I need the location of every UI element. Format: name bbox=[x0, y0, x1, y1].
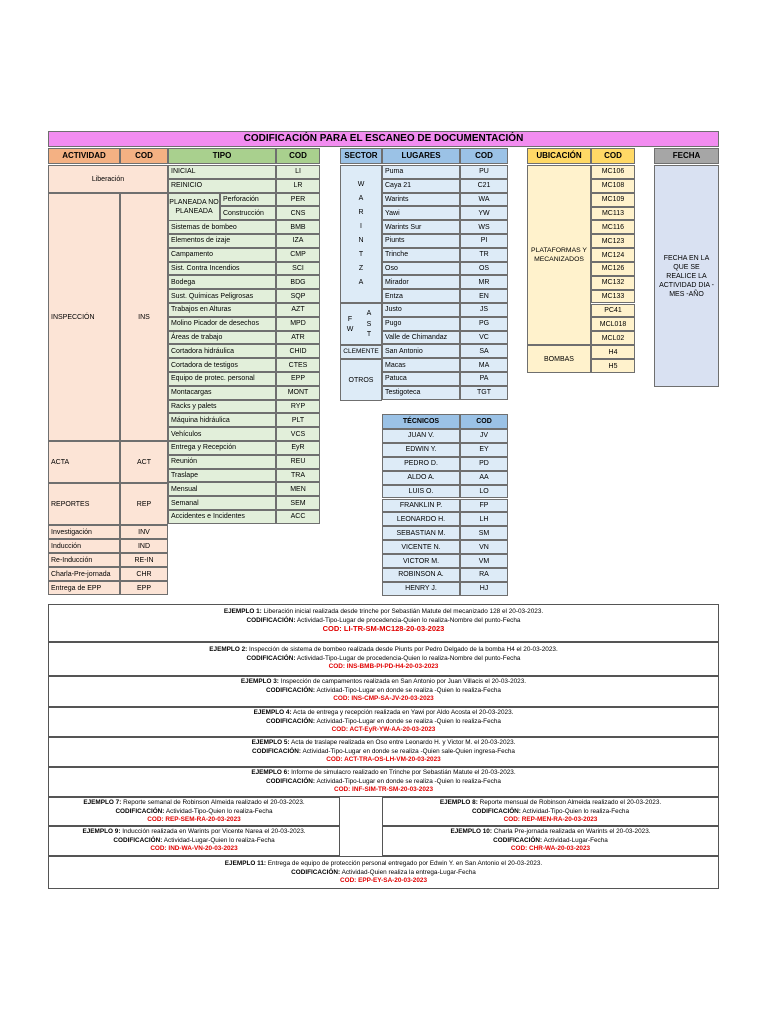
example-code: COD: ACT-EyR-YW-AA-20-03-2023 bbox=[331, 726, 436, 733]
codificacion-text: Actividad-Tipo-Quien lo realiza-Fecha bbox=[520, 807, 630, 815]
example-label: EJEMPLO 7: bbox=[83, 799, 122, 806]
page-title: CODIFICACIÓN PARA EL ESCANEO DE DOCUMENTACIÓN bbox=[48, 131, 719, 147]
sector-letter: A bbox=[358, 279, 364, 286]
plataformas-label: PLATAFORMAS Y MECANIZADOS bbox=[527, 165, 591, 345]
lugar-name: Oso bbox=[382, 262, 460, 276]
actividad-cod: CHR bbox=[120, 567, 168, 581]
header-cod-tipo: COD bbox=[276, 148, 320, 164]
tecnico-name: EDWIN Y. bbox=[382, 443, 460, 457]
tecnico-cod: VN bbox=[460, 540, 508, 554]
tecnico-name: HENRY J. bbox=[382, 582, 460, 596]
tecnico-name: PEDRO D. bbox=[382, 457, 460, 471]
plataforma-cod: MC106 bbox=[591, 165, 635, 179]
actividad-name: Re-Inducción bbox=[48, 553, 120, 567]
codificacion-text: Actividad-Tipo-Quien lo realiza-Fecha bbox=[164, 807, 273, 815]
actividad-reportes-cod: REP bbox=[120, 483, 168, 525]
tipo-cod: RYP bbox=[276, 400, 320, 414]
header-cod-ubicacion: COD bbox=[591, 148, 635, 164]
actividad-inspeccion-cod: INS bbox=[120, 193, 168, 441]
tipo-cod: PER bbox=[276, 193, 320, 207]
example-box bbox=[48, 856, 719, 889]
tipo-cod: ACC bbox=[276, 510, 320, 524]
tipo-cod: ATR bbox=[276, 331, 320, 345]
lugar-name: Warints Sur bbox=[382, 220, 460, 234]
plataforma-cod: MC132 bbox=[591, 276, 635, 290]
tipo-name: REINICIO bbox=[168, 179, 276, 193]
tecnico-cod: FP bbox=[460, 499, 508, 513]
lugar-cod: YW bbox=[460, 206, 508, 220]
lugar-name: Patuca bbox=[382, 372, 460, 386]
lugar-name: Entza bbox=[382, 289, 460, 303]
example-box bbox=[48, 737, 719, 767]
tipo-cod: PLT bbox=[276, 413, 320, 427]
lugar-name: Valle de Chimandaz bbox=[382, 331, 460, 345]
tecnico-name: LUIS O. bbox=[382, 485, 460, 499]
example-label: EJEMPLO 6: bbox=[251, 769, 290, 776]
actividad-name: Charla-Pre-jornada bbox=[48, 567, 120, 581]
sector-letter: F bbox=[347, 315, 353, 323]
plataforma-cod: MCL018 bbox=[591, 317, 635, 331]
tipo-name: INICIAL bbox=[168, 165, 276, 179]
plataforma-cod: MC133 bbox=[591, 290, 635, 304]
lugar-name: Warints bbox=[382, 193, 460, 207]
tipo-name: Campamento bbox=[168, 248, 276, 262]
sector-otros: OTROS bbox=[340, 359, 382, 401]
actividad-cod: EPP bbox=[120, 581, 168, 595]
codificacion-text: Actividad-Tipo-Lugar en donde se realiza -Quien lo realiza-Fecha bbox=[315, 717, 501, 725]
sector-letter: T bbox=[358, 251, 364, 258]
example-code: COD: LI-TR-SM-MC128-20-03-2023 bbox=[322, 624, 445, 633]
tipo-name: Mensual bbox=[168, 482, 276, 496]
actividad-name: Inducción bbox=[48, 539, 120, 553]
tipo-cod: BDG bbox=[276, 275, 320, 289]
codificacion-text: Actividad-Tipo-Lugar de procedencia-Quien lo realiza-Nombre del punto-Fecha bbox=[295, 654, 521, 662]
codificacion-label: CODIFICACIÓN: bbox=[246, 616, 296, 624]
sector-letter: N bbox=[358, 237, 364, 244]
tipo-cod: BMB bbox=[276, 220, 320, 234]
sector-letter: R bbox=[358, 209, 364, 216]
plataforma-cod: MC126 bbox=[591, 262, 635, 276]
tecnico-name: JUAN V. bbox=[382, 429, 460, 443]
sector-fw-ast bbox=[340, 303, 382, 345]
header-tecnicos: TÉCNICOS bbox=[382, 414, 460, 429]
example-description: Inspección de sistema de bombeo realizada desde Piunts por Pedro Delgado de la bomba H4 el 20-03-2023. bbox=[247, 646, 558, 653]
actividad-acta-cod: ACT bbox=[120, 441, 168, 483]
tecnico-name: LEONARDO H. bbox=[382, 512, 460, 526]
tipo-name: Vehículos bbox=[168, 427, 276, 441]
fecha-description: FECHA EN LA QUE SE REALICE LA ACTIVIDAD DIA - MES -AÑO bbox=[654, 165, 719, 387]
actividad-cod: RE-IN bbox=[120, 553, 168, 567]
tipo-name: Equipo de protec. personal bbox=[168, 372, 276, 386]
tecnico-cod: JV bbox=[460, 429, 508, 443]
actividad-cod: IND bbox=[120, 539, 168, 553]
example-description: Inducción realizada en Warints por Vicente Narea el 20-03-2023. bbox=[120, 828, 306, 835]
codificacion-text: Actividad-Lugar-Fecha bbox=[542, 836, 608, 844]
header-lugares: LUGARES bbox=[382, 148, 460, 164]
example-code: COD: INS-BMB-PI-PD-H4-20-03-2023 bbox=[328, 663, 439, 670]
codificacion-text: Actividad-Lugar-Quien lo realiza-Fecha bbox=[162, 836, 275, 844]
tipo-cod: LI bbox=[276, 165, 320, 179]
tipo-name: Accidentes e Incidentes bbox=[168, 510, 276, 524]
lugar-name: Mirador bbox=[382, 275, 460, 289]
example-code: COD: ACT-TRA-OS-LH-VM-20-03-2023 bbox=[326, 756, 441, 763]
plataforma-cod: MC123 bbox=[591, 234, 635, 248]
example-code: COD: EPP-EY-SA-20-03-2023 bbox=[339, 877, 428, 884]
example-label: EJEMPLO 2: bbox=[209, 646, 248, 653]
tipo-name: Sist. Contra Incendios bbox=[168, 262, 276, 276]
lugar-cod: MA bbox=[460, 358, 508, 372]
lugar-name: Justo bbox=[382, 303, 460, 317]
tipo-name: Racks y palets bbox=[168, 400, 276, 414]
tecnico-cod: AA bbox=[460, 471, 508, 485]
tipo-name: Montacargas bbox=[168, 386, 276, 400]
codificacion-label: CODIFICACIÓN: bbox=[471, 807, 521, 815]
lugar-name: Trinche bbox=[382, 248, 460, 262]
header-ubicacion: UBICACIÓN bbox=[527, 148, 591, 164]
header-cod-lugares: COD bbox=[460, 148, 508, 164]
example-label: EJEMPLO 10: bbox=[450, 828, 492, 835]
sector-letter: S bbox=[366, 320, 372, 328]
example-box bbox=[382, 797, 719, 826]
tipo-cod: SEM bbox=[276, 496, 320, 510]
example-description: Liberación inicial realizada desde trinche por Sebastián Matute del mecanizado 128 el 20-03-2023. bbox=[261, 608, 544, 615]
tecnico-cod: VM bbox=[460, 554, 508, 568]
tecnico-cod: PD bbox=[460, 457, 508, 471]
example-code: COD: REP-SEM-RA-20-03-2023 bbox=[147, 816, 241, 823]
tipo-name: Traslape bbox=[168, 469, 276, 483]
example-box bbox=[382, 826, 719, 856]
header-cod-actividad: COD bbox=[120, 148, 168, 164]
header-cod-tecnicos: COD bbox=[460, 414, 508, 429]
codificacion-text: Actividad-Tipo-Lugar en donde se realiza -Quien sale-Quien ingresa-Fecha bbox=[301, 747, 515, 755]
codificacion-text: Actividad-Tipo-Lugar de procedencia-Quien lo realiza-Nombre del punto-Fecha bbox=[295, 616, 521, 624]
plataforma-cod: MCL02 bbox=[591, 331, 635, 345]
tecnico-name: VICENTE N. bbox=[382, 540, 460, 554]
codificacion-label: CODIFICACIÓN: bbox=[113, 836, 163, 844]
lugar-cod: WA bbox=[460, 193, 508, 207]
header-tipo: TIPO bbox=[168, 148, 276, 164]
example-code: COD: INS-CMP-SA-JV-20-03-2023 bbox=[333, 695, 434, 702]
example-label: EJEMPLO 5: bbox=[251, 739, 290, 746]
tipo-cod: CHID bbox=[276, 344, 320, 358]
actividad-reportes: REPORTES bbox=[48, 483, 120, 525]
tipo-name: Bodega bbox=[168, 275, 276, 289]
tecnico-name: ALDO A. bbox=[382, 471, 460, 485]
lugar-name: Caya 21 bbox=[382, 179, 460, 193]
tipo-cod: MONT bbox=[276, 386, 320, 400]
example-code: COD: INF-SIM-TR-SM-20-03-2023 bbox=[333, 786, 434, 793]
actividad-inspeccion: INSPECCIÓN bbox=[48, 193, 120, 441]
tecnico-cod: HJ bbox=[460, 582, 508, 596]
lugar-name: Testigoteca bbox=[382, 386, 460, 400]
lugar-cod: OS bbox=[460, 262, 508, 276]
codificacion-label: CODIFICACIÓN: bbox=[266, 777, 316, 785]
sector-letter: I bbox=[360, 223, 362, 230]
plataforma-cod: MC108 bbox=[591, 179, 635, 193]
lugar-cod: TR bbox=[460, 248, 508, 262]
plataforma-cod: MC116 bbox=[591, 220, 635, 234]
lugar-cod: VC bbox=[460, 331, 508, 345]
codificacion-text: Actividad-Quien realiza la entrega-Lugar-Fecha bbox=[340, 868, 476, 876]
example-box bbox=[48, 707, 719, 737]
tipo-name: Cortadora hidráulica bbox=[168, 344, 276, 358]
tipo-cod: MEN bbox=[276, 482, 320, 496]
actividad-acta: ACTA bbox=[48, 441, 120, 483]
example-label: EJEMPLO 9: bbox=[82, 828, 121, 835]
sector-letter: A bbox=[366, 310, 372, 318]
tipo-name: Máquina hidráulica bbox=[168, 413, 276, 427]
sector-warintza bbox=[340, 165, 382, 303]
bombas-label: BOMBAS bbox=[527, 345, 591, 373]
example-code: COD: REP-MEN-RA-20-03-2023 bbox=[503, 816, 598, 823]
example-description: Charla Pre-jornada realizada en Warints el 20-03-2023. bbox=[492, 828, 651, 835]
example-code: COD: IND-WA-VN-20-03-2023 bbox=[150, 845, 238, 852]
tecnico-cod: SM bbox=[460, 526, 508, 540]
tipo-name: Entrega y Recepción bbox=[168, 441, 276, 455]
codificacion-label: CODIFICACIÓN: bbox=[266, 717, 316, 725]
lugar-cod: PG bbox=[460, 317, 508, 331]
header-actividad: ACTIVIDAD bbox=[48, 148, 120, 164]
tipo-cod: EyR bbox=[276, 441, 320, 455]
lugar-cod: PI bbox=[460, 234, 508, 248]
actividad-name: Entrega de EPP bbox=[48, 581, 120, 595]
example-label: EJEMPLO 8: bbox=[439, 799, 478, 806]
tipo-name: Trabajos en Alturas bbox=[168, 303, 276, 317]
tipo-name: Cortadora de testigos bbox=[168, 358, 276, 372]
sector-letter: T bbox=[366, 331, 372, 339]
codificacion-label: CODIFICACIÓN: bbox=[493, 836, 543, 844]
example-box bbox=[48, 767, 719, 797]
sector-clemente: CLEMENTE bbox=[340, 345, 382, 359]
tipo-name: Perforación bbox=[220, 193, 276, 207]
codificacion-text: Actividad-Tipo-Lugar en donde se realiza -Quien lo realiza-Fecha bbox=[315, 777, 501, 785]
lugar-name: Puma bbox=[382, 165, 460, 179]
lugar-name: Macas bbox=[382, 358, 460, 372]
plataforma-cod: MC109 bbox=[591, 193, 635, 207]
tipo-cod: CMP bbox=[276, 248, 320, 262]
codificacion-label: CODIFICACIÓN: bbox=[291, 868, 341, 876]
example-code: COD: CHR-WA-20-03-2023 bbox=[510, 845, 591, 852]
tecnico-cod: RA bbox=[460, 568, 508, 582]
tipo-name: Áreas de trabajo bbox=[168, 331, 276, 345]
tipo-cod: TRA bbox=[276, 469, 320, 483]
example-label: EJEMPLO 1: bbox=[223, 608, 262, 615]
bomba-cod: H5 bbox=[591, 359, 635, 373]
example-description: Informe de simulacro realizado en Trinche por Sebastián Matute el 20-03-2023. bbox=[289, 769, 516, 776]
tipo-cod: REU bbox=[276, 455, 320, 469]
lugar-name: San Antonio bbox=[382, 344, 460, 358]
lugar-cod: PU bbox=[460, 165, 508, 179]
example-box bbox=[48, 826, 340, 856]
tipo-name: Elementos de izaje bbox=[168, 234, 276, 248]
tipo-cod: SCI bbox=[276, 262, 320, 276]
tecnico-name: SEBASTIAN M. bbox=[382, 526, 460, 540]
header-fecha: FECHA bbox=[654, 148, 719, 164]
example-label: EJEMPLO 3: bbox=[240, 678, 279, 685]
example-box bbox=[48, 642, 719, 676]
actividad-liberacion: Liberación bbox=[48, 165, 168, 193]
planeada-label: PLANEADA NO PLANEADA bbox=[168, 193, 220, 221]
codificacion-text: Actividad-Tipo-Lugar en donde se realiza -Quien lo realiza-Fecha bbox=[315, 686, 501, 694]
example-description: Reporte semanal de Robinson Almeida realizado el 20-03-2023. bbox=[121, 799, 305, 806]
tipo-name: Sust. Químicas Peligrosas bbox=[168, 289, 276, 303]
example-description: Acta de entrega y recepción realizada en Yawi por Aldo Acosta el 20-03-2023. bbox=[291, 709, 514, 716]
lugar-name: Pugo bbox=[382, 317, 460, 331]
tipo-cod: SQP bbox=[276, 289, 320, 303]
tipo-cod: CNS bbox=[276, 206, 320, 220]
tipo-name: Construcción bbox=[220, 206, 276, 220]
lugar-name: Piunts bbox=[382, 234, 460, 248]
lugar-cod: PA bbox=[460, 372, 508, 386]
tecnico-cod: LH bbox=[460, 512, 508, 526]
header-sector: SECTOR bbox=[340, 148, 382, 164]
codificacion-label: CODIFICACIÓN: bbox=[246, 654, 296, 662]
actividad-name: Investigación bbox=[48, 525, 120, 539]
actividad-cod: INV bbox=[120, 525, 168, 539]
lugar-name: Yawi bbox=[382, 206, 460, 220]
lugar-cod: TGT bbox=[460, 386, 508, 400]
codificacion-label: CODIFICACIÓN: bbox=[252, 747, 302, 755]
codificacion-label: CODIFICACIÓN: bbox=[115, 807, 165, 815]
tecnico-cod: LO bbox=[460, 485, 508, 499]
example-box bbox=[48, 797, 340, 826]
tipo-name: Reunión bbox=[168, 455, 276, 469]
tipo-cod: AZT bbox=[276, 303, 320, 317]
sector-letter: A bbox=[358, 195, 364, 202]
tecnico-name: FRANKLIN P. bbox=[382, 499, 460, 513]
example-description: Entrega de equipo de protección personal entregado por Edwin Y. en San Antonio el 20-03-2023. bbox=[266, 860, 543, 867]
example-label: EJEMPLO 11: bbox=[224, 860, 266, 867]
tecnico-cod: EY bbox=[460, 443, 508, 457]
tipo-cod: EPP bbox=[276, 372, 320, 386]
lugar-cod: MR bbox=[460, 275, 508, 289]
sector-letter: W bbox=[346, 326, 354, 333]
sector-letter: Z bbox=[358, 265, 364, 272]
lugar-cod: C21 bbox=[460, 179, 508, 193]
plataforma-cod: PC41 bbox=[591, 304, 635, 318]
sector-letter: W bbox=[357, 181, 365, 188]
example-box bbox=[48, 676, 719, 707]
lugar-cod: EN bbox=[460, 289, 508, 303]
tipo-name: Semanal bbox=[168, 496, 276, 510]
tipo-cod: CTES bbox=[276, 358, 320, 372]
lugar-cod: SA bbox=[460, 344, 508, 358]
plataforma-cod: MC113 bbox=[591, 207, 635, 221]
tipo-name: Sistemas de bombeo bbox=[168, 220, 276, 234]
tipo-cod: LR bbox=[276, 179, 320, 193]
tipo-name: Molino Picador de desechos bbox=[168, 317, 276, 331]
tipo-cod: VCS bbox=[276, 427, 320, 441]
lugar-cod: JS bbox=[460, 303, 508, 317]
lugar-cod: WS bbox=[460, 220, 508, 234]
codificacion-label: CODIFICACIÓN: bbox=[266, 686, 316, 694]
example-box bbox=[48, 604, 719, 642]
tipo-cod: IZA bbox=[276, 234, 320, 248]
example-description: Acta de traslape realizada en Oso entre Leonardo H. y Victor M. el 20-03-2023. bbox=[289, 739, 516, 746]
plataforma-cod: MC124 bbox=[591, 248, 635, 262]
example-description: Reporte mensual de Robinson Almeida realizado el 20-03-2023. bbox=[477, 799, 662, 806]
tecnico-name: ROBINSON A. bbox=[382, 568, 460, 582]
example-description: Inspección de campamentos realizada en San Antonio por Juan Villacis el 20-03-2023. bbox=[278, 678, 527, 685]
example-label: EJEMPLO 4: bbox=[253, 709, 292, 716]
tipo-cod: MPD bbox=[276, 317, 320, 331]
tecnico-name: VICTOR M. bbox=[382, 554, 460, 568]
bomba-cod: H4 bbox=[591, 345, 635, 359]
